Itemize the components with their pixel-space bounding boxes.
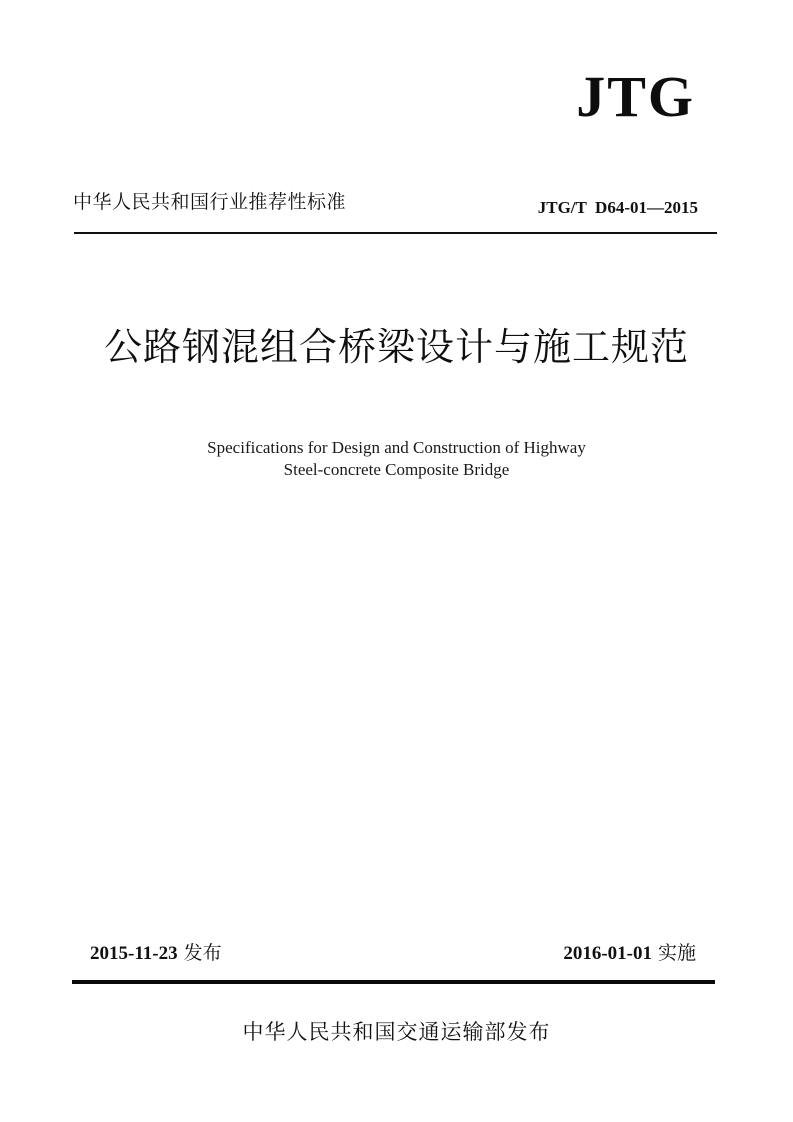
publisher: 中华人民共和国交通运输部发布 (242, 1020, 551, 1044)
issue-date-label: 发布 (183, 942, 222, 964)
issue-date-value: 2015-11-23 (90, 943, 178, 964)
english-title-line-1: Specifications for Design and Construction of Highway (207, 438, 586, 457)
effective-date-value: 2016-01-01 (563, 943, 652, 964)
effective-date-label: 实施 (657, 942, 696, 964)
jtg-logo: JTG (576, 64, 695, 129)
top-divider (74, 232, 717, 234)
standard-code: JTG/T D64-01—2015 (537, 198, 698, 217)
standard-category: 中华人民共和国行业推荐性标准 (73, 191, 347, 213)
issue-date (90, 944, 222, 963)
document-title-chinese: 公路钢混组合桥梁设计与施工规范 (103, 325, 689, 369)
english-title-line-2: Steel-concrete Composite Bridge (283, 460, 510, 479)
effective-date (563, 944, 696, 963)
bottom-divider (72, 980, 715, 984)
document-title-english (0, 437, 793, 481)
